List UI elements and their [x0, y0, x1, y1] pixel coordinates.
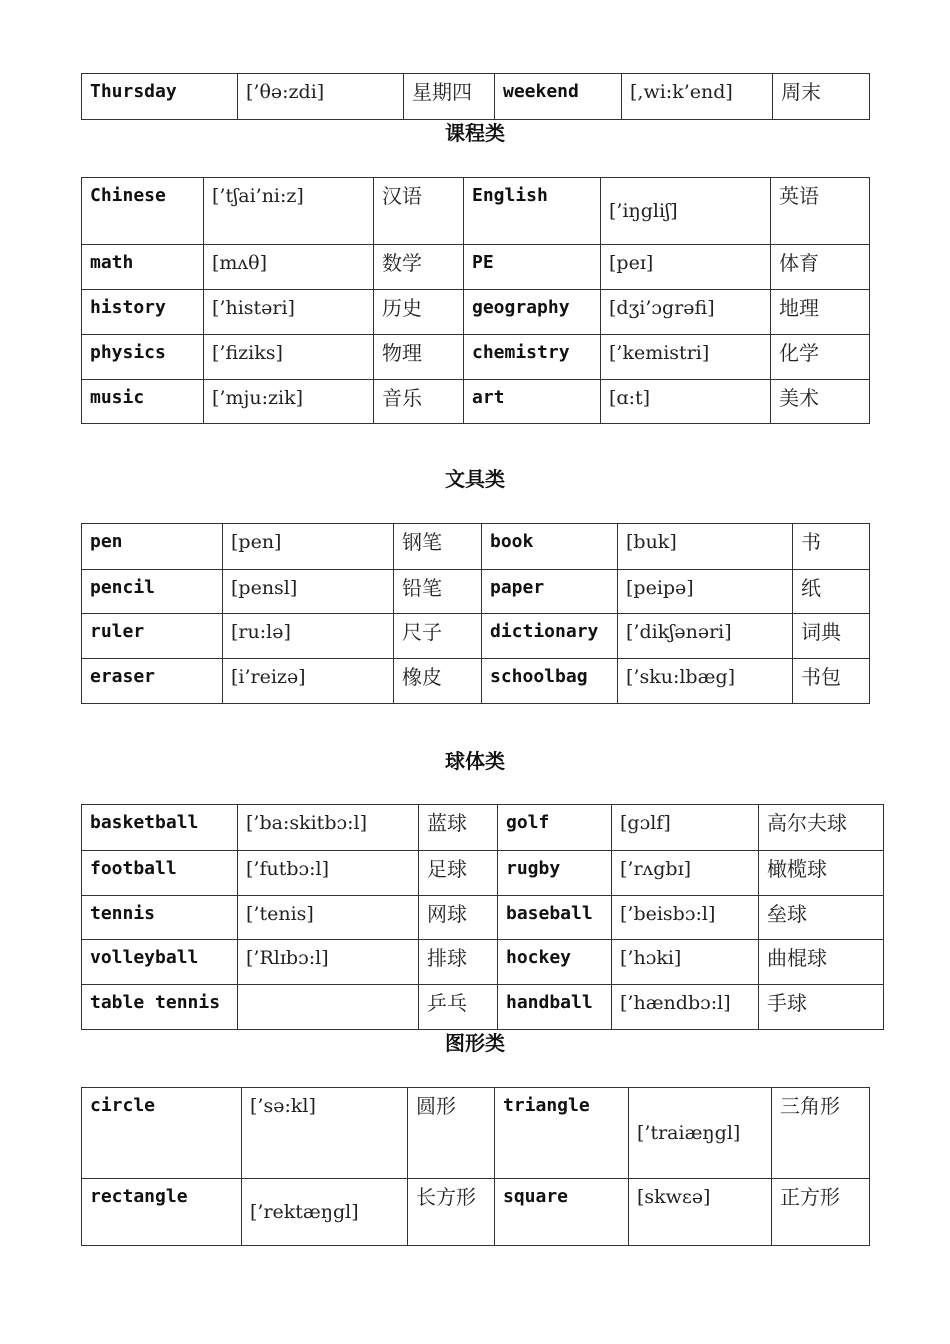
table-row: [82, 1179, 870, 1246]
chinese-meaning: 网球: [419, 896, 498, 940]
phonetic: [’histəri]: [204, 290, 374, 335]
table-row: [82, 524, 870, 570]
phonetic: [,wi:k’end]: [622, 74, 773, 120]
chinese-meaning: 汉语: [374, 178, 464, 245]
phonetic: [ru:lə]: [223, 614, 394, 659]
phonetic: [238, 985, 419, 1030]
table-row: [82, 335, 870, 380]
chinese-meaning: 书: [793, 524, 870, 570]
phonetic: [mʌθ]: [204, 245, 374, 290]
section-heading-balls: 球体类: [445, 749, 505, 773]
phonetic: [pen]: [223, 524, 394, 570]
shapes-table: [81, 1087, 870, 1246]
english-word: PE: [464, 245, 601, 290]
english-word: pencil: [82, 570, 223, 614]
chinese-meaning: 书包: [793, 659, 870, 704]
chinese-meaning: 美术: [771, 380, 870, 424]
english-word: paper: [482, 570, 618, 614]
english-word: rugby: [498, 851, 612, 896]
phonetic: [peɪ]: [601, 245, 771, 290]
phonetic: [’sku:lbæg]: [618, 659, 793, 704]
table-row: [82, 940, 884, 985]
chinese-meaning: 体育: [771, 245, 870, 290]
english-word: circle: [82, 1088, 242, 1179]
chinese-meaning: 排球: [419, 940, 498, 985]
english-word: ruler: [82, 614, 223, 659]
courses-table: [81, 177, 870, 424]
phonetic: [’Rlɪbɔ:l]: [238, 940, 419, 985]
table-row: [82, 380, 870, 424]
phonetic: [’tʃai’ni:z]: [204, 178, 374, 245]
phonetic: [’dikʃənəri]: [618, 614, 793, 659]
phonetic: [’kemistri]: [601, 335, 771, 380]
phonetic: [’hɔki]: [612, 940, 759, 985]
english-word: hockey: [498, 940, 612, 985]
english-word: baseball: [498, 896, 612, 940]
stationery-table: [81, 523, 870, 704]
phonetic: [buk]: [618, 524, 793, 570]
table-row: [82, 805, 884, 851]
phonetic: [peipə]: [618, 570, 793, 614]
phonetic: [ɑ:t]: [601, 380, 771, 424]
phonetic: [dʒi’ɔgrəfi]: [601, 290, 771, 335]
chinese-meaning: 周末: [773, 74, 870, 120]
phonetic: [’iŋgliʃ]: [601, 178, 771, 245]
chinese-meaning: 三角形: [772, 1088, 870, 1179]
table-row: [82, 1088, 870, 1179]
chinese-meaning: 历史: [374, 290, 464, 335]
chinese-meaning: 化学: [771, 335, 870, 380]
english-word: basketball: [82, 805, 238, 851]
english-word: art: [464, 380, 601, 424]
phonetic: [gɔlf]: [612, 805, 759, 851]
english-word: chemistry: [464, 335, 601, 380]
chinese-meaning: 物理: [374, 335, 464, 380]
english-word: math: [82, 245, 204, 290]
english-word: handball: [498, 985, 612, 1030]
chinese-meaning: 蓝球: [419, 805, 498, 851]
phonetic: [’fiziks]: [204, 335, 374, 380]
english-word: physics: [82, 335, 204, 380]
chinese-meaning: 地理: [771, 290, 870, 335]
chinese-meaning: 数学: [374, 245, 464, 290]
phonetic: [’futbɔ:l]: [238, 851, 419, 896]
table-row: [82, 659, 870, 704]
section-heading-shapes: 图形类: [445, 1031, 505, 1055]
table-row: [82, 178, 870, 245]
table-row: [82, 570, 870, 614]
english-word: geography: [464, 290, 601, 335]
table-row: [82, 74, 870, 120]
table-row: [82, 851, 884, 896]
chinese-meaning: 音乐: [374, 380, 464, 424]
chinese-meaning: 手球: [759, 985, 884, 1030]
chinese-meaning: 钢笔: [394, 524, 482, 570]
phonetic: [i’reizə]: [223, 659, 394, 704]
english-word: pen: [82, 524, 223, 570]
english-word: music: [82, 380, 204, 424]
chinese-meaning: 足球: [419, 851, 498, 896]
chinese-meaning: 长方形: [408, 1179, 495, 1246]
chinese-meaning: 圆形: [408, 1088, 495, 1179]
english-word: golf: [498, 805, 612, 851]
english-word: English: [464, 178, 601, 245]
english-word: volleyball: [82, 940, 238, 985]
chinese-meaning: 曲棍球: [759, 940, 884, 985]
english-word: square: [495, 1179, 629, 1246]
english-word: book: [482, 524, 618, 570]
chinese-meaning: 垒球: [759, 896, 884, 940]
english-word: tennis: [82, 896, 238, 940]
chinese-meaning: 橡皮: [394, 659, 482, 704]
section-heading-stationery: 文具类: [445, 467, 505, 491]
balls-table: [81, 804, 884, 1030]
english-word: dictionary: [482, 614, 618, 659]
english-word: weekend: [495, 74, 622, 120]
phonetic: [skwɛə]: [629, 1179, 772, 1246]
phonetic: [’ba:skitbɔ:l]: [238, 805, 419, 851]
chinese-meaning: 英语: [771, 178, 870, 245]
section-heading-courses: 课程类: [445, 121, 505, 145]
english-word: Thursday: [82, 74, 238, 120]
english-word: table tennis: [82, 985, 238, 1030]
chinese-meaning: 尺子: [394, 614, 482, 659]
phonetic: [’sə:kl]: [242, 1088, 408, 1179]
table-row: [82, 896, 884, 940]
table-row: [82, 614, 870, 659]
english-word: rectangle: [82, 1179, 242, 1246]
table-row: [82, 245, 870, 290]
phonetic: [’tenis]: [238, 896, 419, 940]
phonetic: [’rʌgbɪ]: [612, 851, 759, 896]
phonetic: [’beisbɔ:l]: [612, 896, 759, 940]
english-word: history: [82, 290, 204, 335]
chinese-meaning: 橄榄球: [759, 851, 884, 896]
chinese-meaning: 乒乓: [419, 985, 498, 1030]
table-row: [82, 290, 870, 335]
english-word: Chinese: [82, 178, 204, 245]
chinese-meaning: 高尔夫球: [759, 805, 884, 851]
chinese-meaning: 铅笔: [394, 570, 482, 614]
phonetic: [’mju:zik]: [204, 380, 374, 424]
days-table: [81, 73, 870, 120]
table-row: [82, 985, 884, 1030]
phonetic: [’rektæŋgl]: [242, 1179, 408, 1246]
english-word: triangle: [495, 1088, 629, 1179]
phonetic: [’traiæŋgl]: [629, 1088, 772, 1179]
chinese-meaning: 星期四: [404, 74, 495, 120]
chinese-meaning: 纸: [793, 570, 870, 614]
english-word: eraser: [82, 659, 223, 704]
chinese-meaning: 正方形: [772, 1179, 870, 1246]
phonetic: [’hændbɔ:l]: [612, 985, 759, 1030]
phonetic: [’θə:zdi]: [238, 74, 404, 120]
chinese-meaning: 词典: [793, 614, 870, 659]
english-word: schoolbag: [482, 659, 618, 704]
english-word: football: [82, 851, 238, 896]
phonetic: [pensl]: [223, 570, 394, 614]
